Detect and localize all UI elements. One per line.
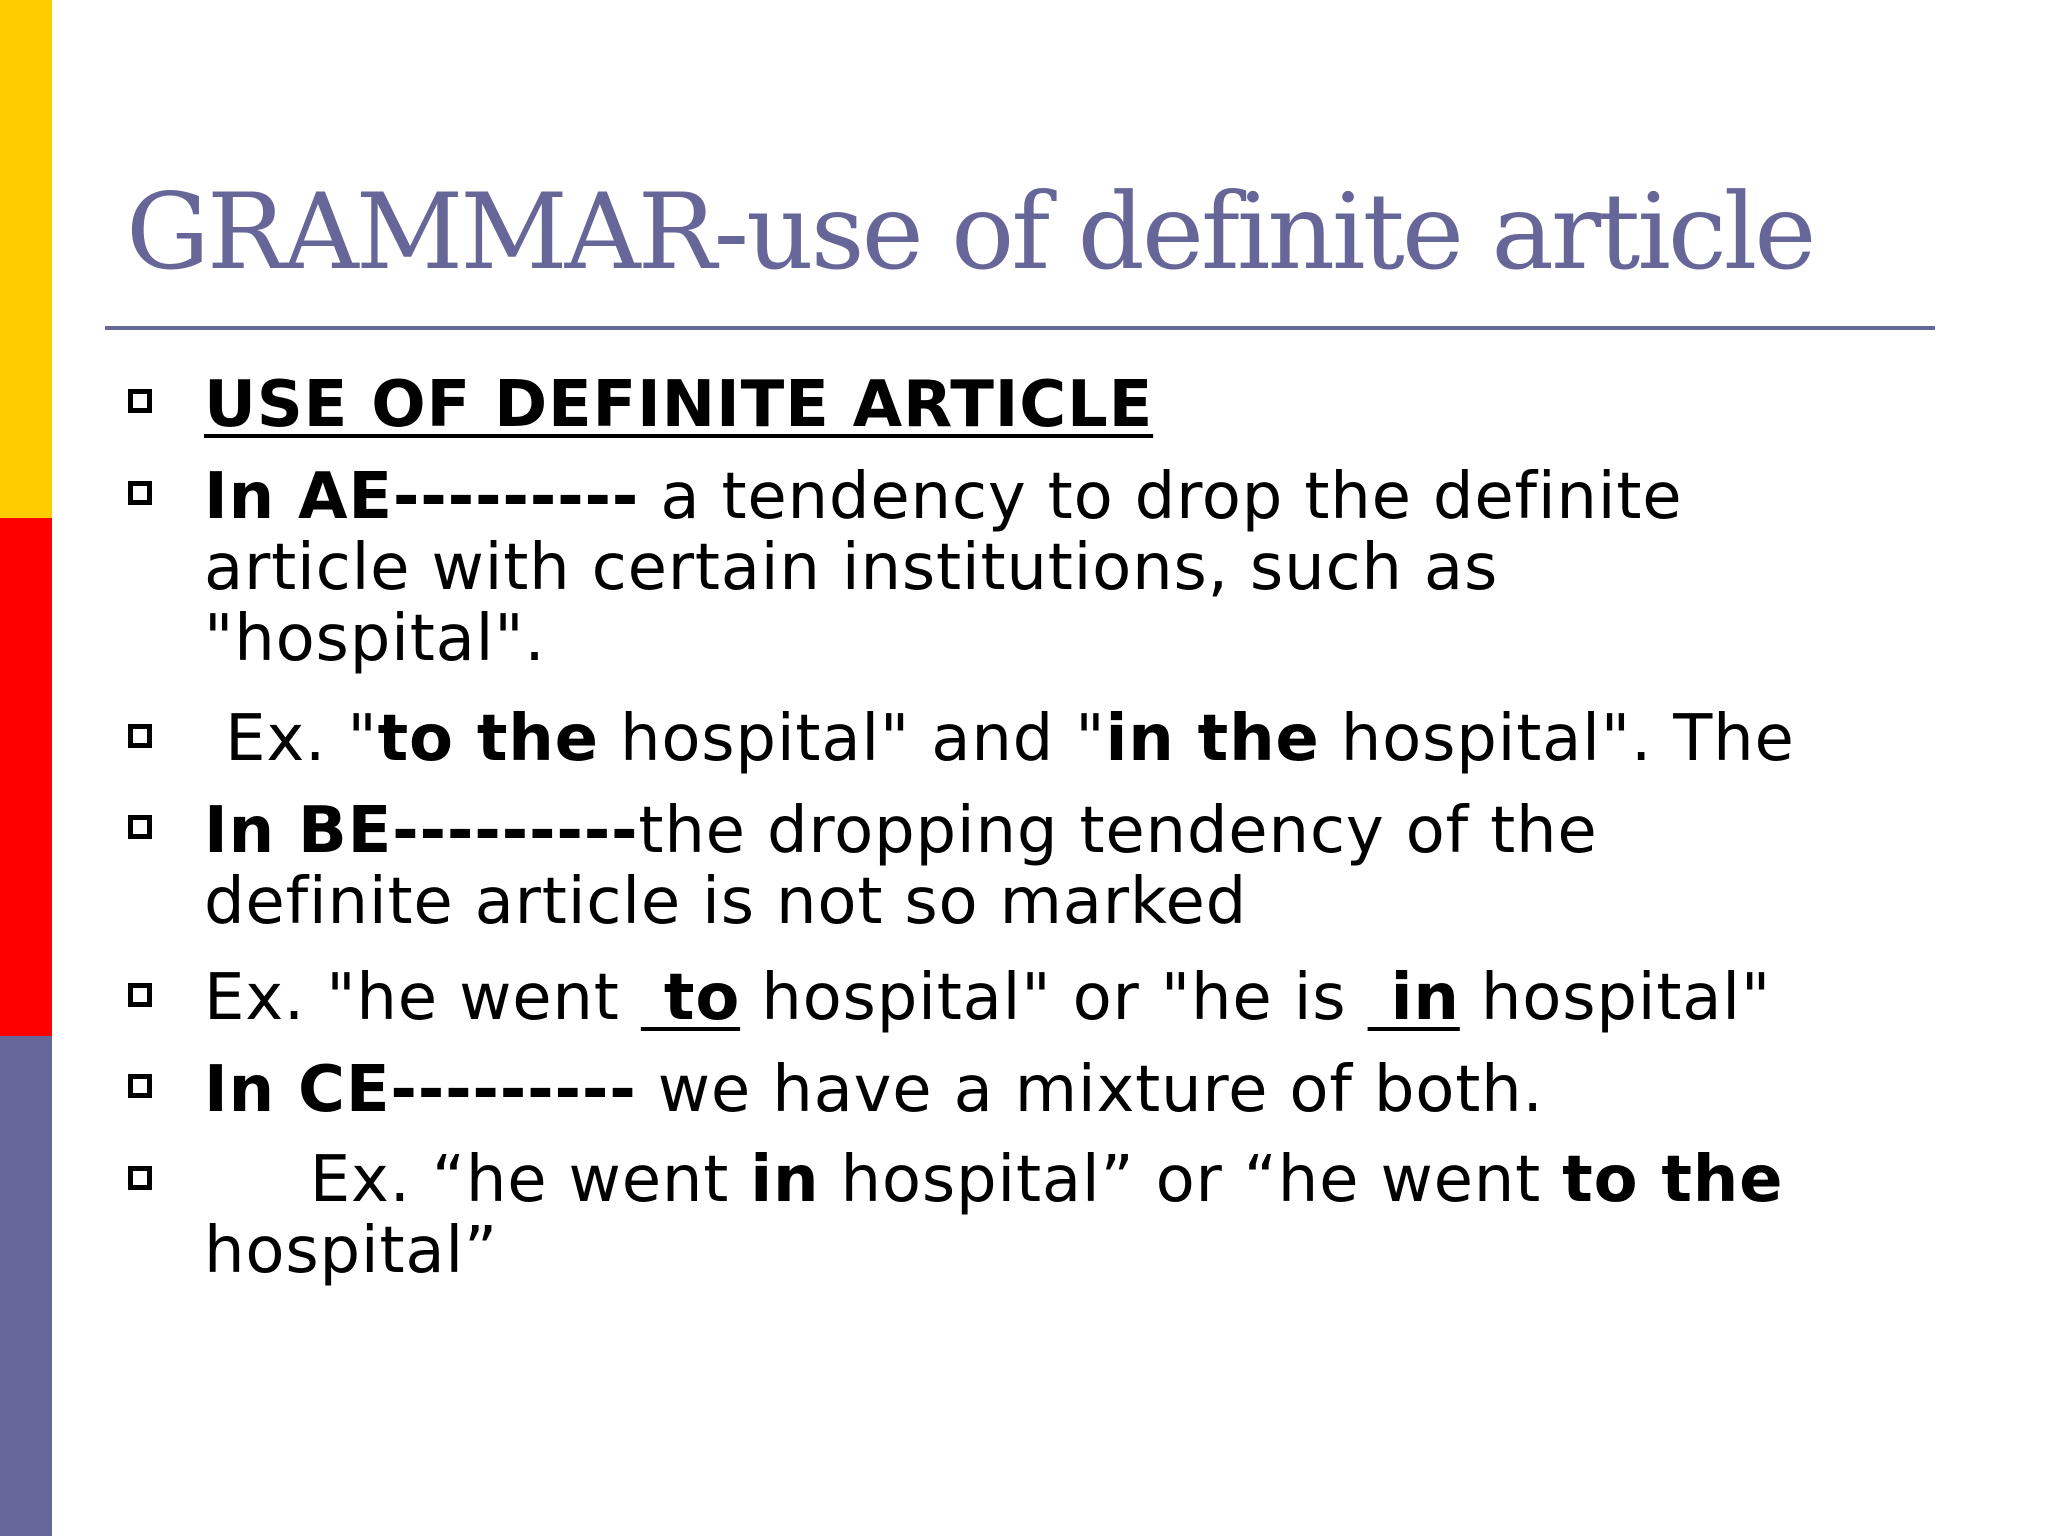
bullet-text: the dropping tendency of the — [638, 794, 1598, 868]
bullet-text-line: definite article is not so marked — [204, 865, 1248, 939]
bullet-text: hospital" — [1459, 961, 1772, 1035]
bullet-label-ce: In CE--------- — [204, 1053, 637, 1127]
bullet-text: Ex. " — [204, 702, 378, 776]
square-bullet-icon — [128, 815, 152, 839]
bullet-emphasis: to — [640, 961, 741, 1035]
bullet-text: hospital". The — [1319, 702, 1795, 776]
square-bullet-icon — [128, 481, 152, 505]
bullet-label-be: In BE--------- — [204, 794, 639, 868]
bullet-text: hospital" and " — [598, 702, 1106, 776]
bullet-label-ae: In AE--------- — [204, 460, 640, 534]
square-bullet-icon — [128, 983, 152, 1007]
bullet-emphasis: in — [1367, 961, 1460, 1035]
square-bullet-icon — [128, 1074, 152, 1098]
bullet-text: Ex. “he went — [204, 1143, 751, 1217]
bullet-emphasis: to the — [1562, 1143, 1784, 1217]
square-bullet-icon — [128, 724, 152, 748]
bullet-text-line: article with certain institutions, such as — [204, 531, 1499, 605]
bullet-emphasis: in the — [1105, 702, 1320, 776]
bullet-text: hospital” or “he went — [819, 1143, 1563, 1217]
bullet-text-line: "hospital". — [204, 602, 546, 676]
square-bullet-icon — [128, 389, 152, 413]
bullet-text: hospital" or "he is — [740, 961, 1368, 1035]
bullet-text-line: hospital” — [204, 1214, 498, 1288]
bullet-text: we have a mixture of both. — [636, 1053, 1544, 1127]
bullet-emphasis: in — [750, 1143, 820, 1217]
bullet-text: Ex. "he went — [204, 961, 641, 1035]
bullet-text: a tendency to drop the definite — [639, 460, 1683, 534]
square-bullet-icon — [128, 1166, 152, 1190]
bullet-heading: USE OF DEFINITE ARTICLE — [204, 368, 1154, 442]
bullet-emphasis: to the — [377, 702, 599, 776]
slide-title: GRAMMAR-use of definite article — [126, 171, 1814, 293]
